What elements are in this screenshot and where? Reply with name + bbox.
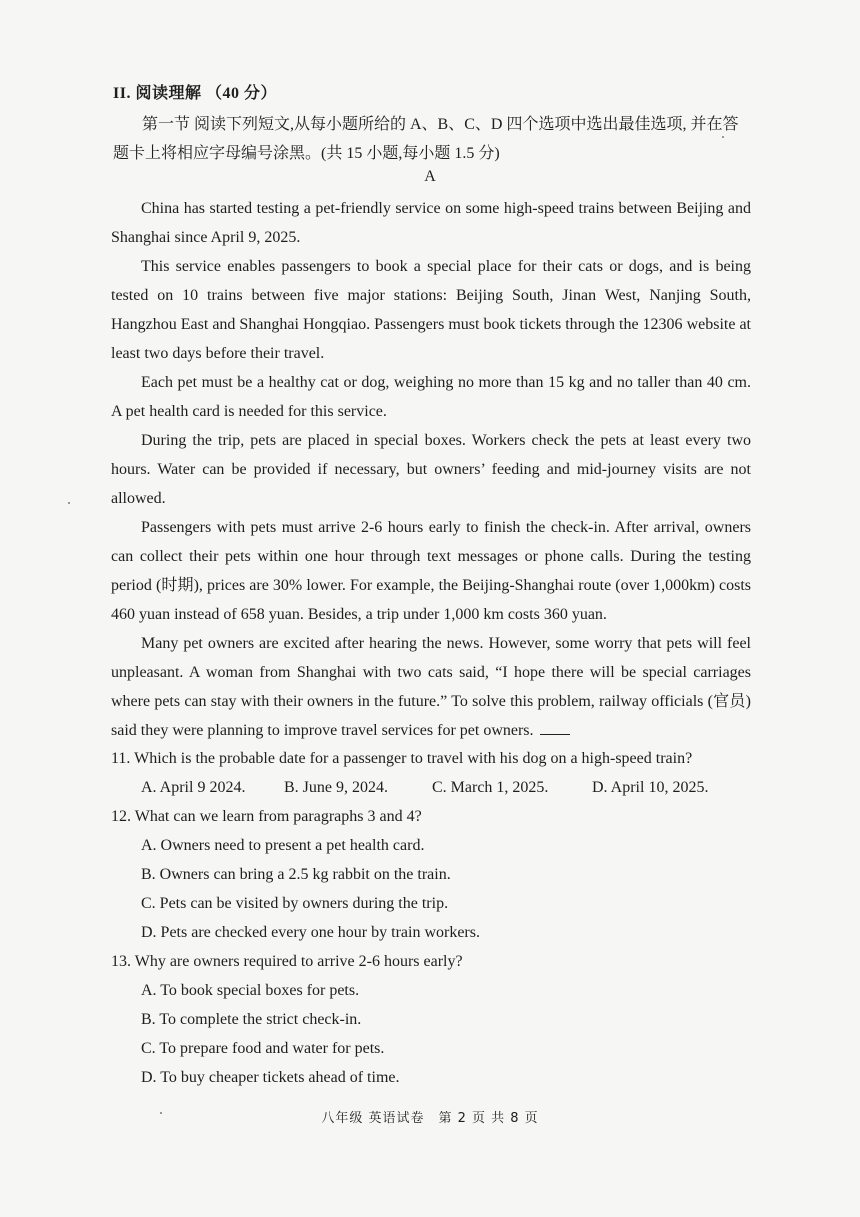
answer-blank-line xyxy=(540,734,570,735)
question-item xyxy=(111,947,751,1092)
question-stem: 12. What can we learn from paragraphs 3 and 4? xyxy=(111,808,422,825)
option-b: B. Owners can bring a 2.5 kg rabbit on the train. xyxy=(141,866,451,883)
option-b: B. June 9, 2024. xyxy=(284,779,388,796)
option-c: C. Pets can be visited by owners during the trip. xyxy=(141,895,449,912)
passage-paragraph: This service enables passengers to book a special place for their cats or dogs, and is being tested on 10 trains between five major stations: Beijing South, Jinan West, Nanjing South, Hangzhou East and Shanghai Hongqiao. Passengers must book tickets through the 12306 website at least two days before their travel. xyxy=(111,258,751,362)
option-d: D. To buy cheaper tickets ahead of time. xyxy=(141,1069,400,1086)
question-stem: 11. Which is the probable date for a passenger to travel with his dog on a high-speed train? xyxy=(111,750,693,767)
page-footer xyxy=(0,1107,860,1126)
scan-speck xyxy=(160,1112,162,1114)
option-c: C. March 1, 2025. xyxy=(432,779,549,796)
passage-paragraph-last xyxy=(111,629,751,745)
scan-speck xyxy=(722,136,724,138)
option-c: C. To prepare food and water for pets. xyxy=(141,1040,385,1057)
section-title: II. 阅读理解 （40 分） xyxy=(113,85,277,102)
option-d: D. Pets are checked every one hour by train workers. xyxy=(141,924,480,941)
option-a: A. To book special boxes for pets. xyxy=(141,982,360,999)
section-instruction: 第一节 阅读下列短文,从每小题所给的 A、B、C、D 四个选项中选出最佳选项, 并在答题卡上将相应字母编号涂黑。(共 15 小题,每小题 1.5 分) xyxy=(113,116,739,162)
question-list xyxy=(111,744,751,1092)
passage-paragraph: Passengers with pets must arrive 2-6 hours early to finish the check-in. After arrival, owners can collect their pets within one hour through text messages or phone calls. During the testing period (时期), prices are 30% lower. For example, the Beijing-Shanghai route (over 1,000km) costs 460 yuan instead of 658 yuan. Besides, a trip under 1,000 km costs 360 yuan. xyxy=(111,519,751,623)
option-a: A. Owners need to present a pet health card. xyxy=(141,837,425,854)
option-b: B. To complete the strict check-in. xyxy=(141,1011,362,1028)
option-d: D. April 10, 2025. xyxy=(592,779,709,796)
passage-body xyxy=(111,194,751,745)
passage-paragraph: China has started testing a pet-friendly service on some high-speed trains between Beijing and Shanghai since April 9, 2025. xyxy=(111,200,751,246)
question-item xyxy=(111,744,751,802)
option-a: A. April 9 2024. xyxy=(141,779,246,796)
passage-label: A xyxy=(424,168,436,185)
passage-paragraph: Many pet owners are excited after hearing the news. However, some worry that pets will feel unpleasant. A woman from Shanghai with two cats said, “I hope there will be special carriages where pets can stay with their owners in the future.” To solve this problem, railway officials (官员) said they were planning to improve travel services for pet owners. xyxy=(111,635,751,739)
footer-exam-name: 八年级 英语试卷 xyxy=(321,1111,425,1126)
footer-page-info: 第 2 页 共 8 页 xyxy=(438,1111,539,1126)
option-row xyxy=(111,773,751,802)
passage-paragraph: Each pet must be a healthy cat or dog, weighing no more than 15 kg and no taller than 40 cm. A pet health card is needed for this service. xyxy=(111,374,751,420)
question-item xyxy=(111,802,751,947)
scan-speck xyxy=(68,502,70,504)
passage-paragraph: During the trip, pets are placed in special boxes. Workers check the pets at least every two hours. Water can be provided if necessary, but owners’ feeding and mid-journey visits are not allowed. xyxy=(111,432,751,507)
question-stem: 13. Why are owners required to arrive 2-6 hours early? xyxy=(111,953,463,970)
